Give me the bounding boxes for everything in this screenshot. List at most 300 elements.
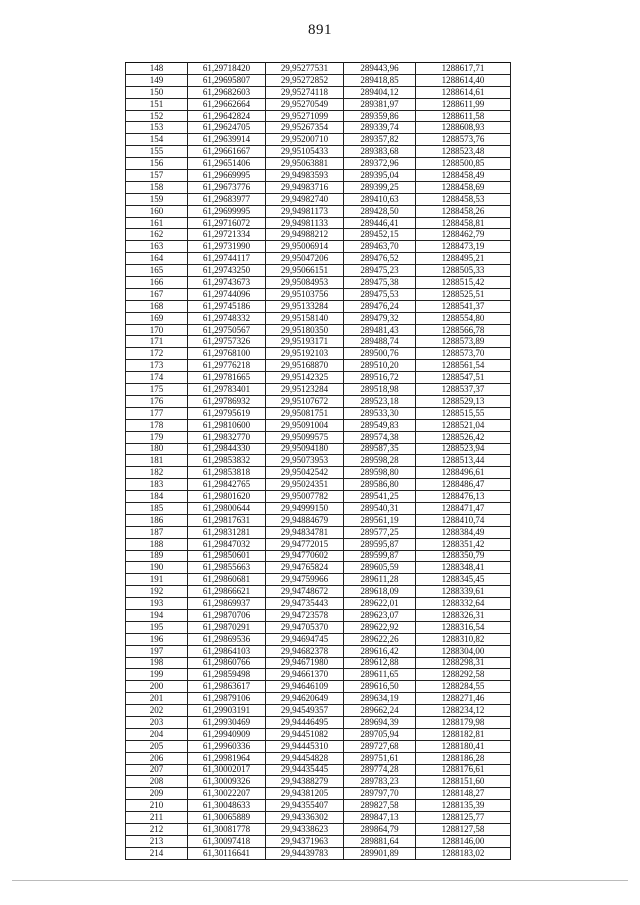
coordinates-table-body (126, 63, 511, 860)
table-row (126, 609, 511, 621)
y-coordinate-cell: 1288561,54 (416, 360, 511, 372)
table-row (126, 538, 511, 550)
latitude-cell: 61,29800644 (188, 502, 266, 514)
longitude-cell: 29,95168870 (266, 360, 344, 372)
table-row (126, 407, 511, 419)
longitude-cell: 29,94759966 (266, 574, 344, 586)
longitude-cell: 29,95107672 (266, 395, 344, 407)
longitude-cell: 29,95192103 (266, 348, 344, 360)
table-row (126, 241, 511, 253)
point-number-cell: 164 (126, 253, 188, 265)
latitude-cell: 61,30048633 (188, 800, 266, 812)
longitude-cell: 29,94988212 (266, 229, 344, 241)
longitude-cell: 29,94336302 (266, 812, 344, 824)
latitude-cell: 61,29863617 (188, 681, 266, 693)
latitude-cell: 61,29864103 (188, 645, 266, 657)
y-coordinate-cell: 1288151,60 (416, 776, 511, 788)
y-coordinate-cell: 1288573,70 (416, 348, 511, 360)
y-coordinate-cell: 1288304,00 (416, 645, 511, 657)
point-number-cell: 203 (126, 716, 188, 728)
point-number-cell: 170 (126, 324, 188, 336)
table-row (126, 812, 511, 824)
y-coordinate-cell: 1288458,81 (416, 217, 511, 229)
latitude-cell: 61,29695807 (188, 74, 266, 86)
longitude-cell: 29,94982740 (266, 193, 344, 205)
point-number-cell: 177 (126, 407, 188, 419)
x-coordinate-cell: 289523,18 (344, 395, 416, 407)
latitude-cell: 61,29810600 (188, 419, 266, 431)
longitude-cell: 29,95193171 (266, 336, 344, 348)
table-row (126, 586, 511, 598)
x-coordinate-cell: 289598,80 (344, 467, 416, 479)
point-number-cell: 162 (126, 229, 188, 241)
y-coordinate-cell: 1288547,51 (416, 372, 511, 384)
point-number-cell: 204 (126, 728, 188, 740)
point-number-cell: 168 (126, 300, 188, 312)
latitude-cell: 61,29801620 (188, 491, 266, 503)
x-coordinate-cell: 289694,39 (344, 716, 416, 728)
y-coordinate-cell: 1288541,37 (416, 300, 511, 312)
table-row (126, 360, 511, 372)
longitude-cell: 29,95105433 (266, 146, 344, 158)
latitude-cell: 61,30022207 (188, 788, 266, 800)
longitude-cell: 29,94705370 (266, 621, 344, 633)
latitude-cell: 61,29642824 (188, 110, 266, 122)
x-coordinate-cell: 289540,31 (344, 502, 416, 514)
latitude-cell: 61,29748332 (188, 312, 266, 324)
y-coordinate-cell: 1288611,99 (416, 98, 511, 110)
table-row (126, 312, 511, 324)
longitude-cell: 29,94661370 (266, 669, 344, 681)
point-number-cell: 185 (126, 502, 188, 514)
x-coordinate-cell: 289783,23 (344, 776, 416, 788)
longitude-cell: 29,94371963 (266, 835, 344, 847)
x-coordinate-cell: 289481,43 (344, 324, 416, 336)
point-number-cell: 189 (126, 550, 188, 562)
longitude-cell: 29,95042542 (266, 467, 344, 479)
y-coordinate-cell: 1288176,61 (416, 764, 511, 776)
x-coordinate-cell: 289418,85 (344, 74, 416, 86)
longitude-cell: 29,94620649 (266, 693, 344, 705)
point-number-cell: 187 (126, 526, 188, 538)
latitude-cell: 61,29699995 (188, 205, 266, 217)
latitude-cell: 61,29869536 (188, 633, 266, 645)
latitude-cell: 61,29673776 (188, 181, 266, 193)
longitude-cell: 29,94682378 (266, 645, 344, 657)
x-coordinate-cell: 289847,13 (344, 812, 416, 824)
y-coordinate-cell: 1288146,00 (416, 835, 511, 847)
latitude-cell: 61,29860681 (188, 574, 266, 586)
x-coordinate-cell: 289410,63 (344, 193, 416, 205)
x-coordinate-cell: 289827,58 (344, 800, 416, 812)
point-number-cell: 180 (126, 443, 188, 455)
table-row (126, 824, 511, 836)
point-number-cell: 175 (126, 384, 188, 396)
table-row (126, 300, 511, 312)
y-coordinate-cell: 1288135,39 (416, 800, 511, 812)
x-coordinate-cell: 289476,24 (344, 300, 416, 312)
x-coordinate-cell: 289611,28 (344, 574, 416, 586)
point-number-cell: 196 (126, 633, 188, 645)
y-coordinate-cell: 1288292,58 (416, 669, 511, 681)
y-coordinate-cell: 1288526,42 (416, 431, 511, 443)
latitude-cell: 61,29870291 (188, 621, 266, 633)
table-row (126, 800, 511, 812)
latitude-cell: 61,29624705 (188, 122, 266, 134)
latitude-cell: 61,29750567 (188, 324, 266, 336)
latitude-cell: 61,29844330 (188, 443, 266, 455)
x-coordinate-cell: 289428,50 (344, 205, 416, 217)
table-row (126, 122, 511, 134)
x-coordinate-cell: 289383,68 (344, 146, 416, 158)
x-coordinate-cell: 289452,15 (344, 229, 416, 241)
y-coordinate-cell: 1288345,45 (416, 574, 511, 586)
latitude-cell: 61,30009326 (188, 776, 266, 788)
y-coordinate-cell: 1288462,79 (416, 229, 511, 241)
table-row (126, 467, 511, 479)
point-number-cell: 210 (126, 800, 188, 812)
y-coordinate-cell: 1288471,47 (416, 502, 511, 514)
x-coordinate-cell: 289518,98 (344, 384, 416, 396)
x-coordinate-cell: 289475,23 (344, 265, 416, 277)
table-row (126, 681, 511, 693)
longitude-cell: 29,95200710 (266, 134, 344, 146)
point-number-cell: 149 (126, 74, 188, 86)
longitude-cell: 29,94338623 (266, 824, 344, 836)
point-number-cell: 172 (126, 348, 188, 360)
latitude-cell: 61,29661667 (188, 146, 266, 158)
longitude-cell: 29,95272852 (266, 74, 344, 86)
longitude-cell: 29,95274118 (266, 86, 344, 98)
y-coordinate-cell: 1288182,81 (416, 728, 511, 740)
table-row (126, 669, 511, 681)
latitude-cell: 61,29903191 (188, 705, 266, 717)
point-number-cell: 167 (126, 288, 188, 300)
point-number-cell: 198 (126, 657, 188, 669)
x-coordinate-cell: 289599,87 (344, 550, 416, 562)
x-coordinate-cell: 289381,97 (344, 98, 416, 110)
latitude-cell: 61,29744096 (188, 288, 266, 300)
latitude-cell: 61,29651406 (188, 158, 266, 170)
longitude-cell: 29,95180350 (266, 324, 344, 336)
longitude-cell: 29,95047206 (266, 253, 344, 265)
x-coordinate-cell: 289500,76 (344, 348, 416, 360)
page-number: 891 (308, 22, 332, 38)
table-row (126, 764, 511, 776)
x-coordinate-cell: 289475,38 (344, 277, 416, 289)
x-coordinate-cell: 289616,50 (344, 681, 416, 693)
table-row (126, 526, 511, 538)
point-number-cell: 208 (126, 776, 188, 788)
x-coordinate-cell: 289463,70 (344, 241, 416, 253)
longitude-cell: 29,95084953 (266, 277, 344, 289)
longitude-cell: 29,94834781 (266, 526, 344, 538)
y-coordinate-cell: 1288608,93 (416, 122, 511, 134)
x-coordinate-cell: 289541,25 (344, 491, 416, 503)
x-coordinate-cell: 289577,25 (344, 526, 416, 538)
latitude-cell: 61,29930469 (188, 716, 266, 728)
coordinates-table (125, 62, 511, 860)
table-row (126, 372, 511, 384)
point-number-cell: 178 (126, 419, 188, 431)
table-row (126, 479, 511, 491)
latitude-cell: 61,29866621 (188, 586, 266, 598)
latitude-cell: 61,30002017 (188, 764, 266, 776)
latitude-cell: 61,29832770 (188, 431, 266, 443)
y-coordinate-cell: 1288496,61 (416, 467, 511, 479)
point-number-cell: 148 (126, 63, 188, 75)
longitude-cell: 29,94445310 (266, 740, 344, 752)
x-coordinate-cell: 289533,30 (344, 407, 416, 419)
y-coordinate-cell: 1288573,76 (416, 134, 511, 146)
y-coordinate-cell: 1288473,19 (416, 241, 511, 253)
latitude-cell: 61,29853832 (188, 455, 266, 467)
y-coordinate-cell: 1288611,58 (416, 110, 511, 122)
y-coordinate-cell: 1288316,54 (416, 621, 511, 633)
table-row (126, 633, 511, 645)
longitude-cell: 29,95277531 (266, 63, 344, 75)
point-number-cell: 159 (126, 193, 188, 205)
point-number-cell: 152 (126, 110, 188, 122)
longitude-cell: 29,95007782 (266, 491, 344, 503)
table-row (126, 502, 511, 514)
latitude-cell: 61,29639914 (188, 134, 266, 146)
longitude-cell: 29,95271099 (266, 110, 344, 122)
table-row (126, 98, 511, 110)
latitude-cell: 61,29847032 (188, 538, 266, 550)
x-coordinate-cell: 289443,96 (344, 63, 416, 75)
longitude-cell: 29,94772015 (266, 538, 344, 550)
latitude-cell: 61,29731990 (188, 241, 266, 253)
latitude-cell: 61,29850601 (188, 550, 266, 562)
table-row (126, 229, 511, 241)
longitude-cell: 29,95081751 (266, 407, 344, 419)
y-coordinate-cell: 1288529,13 (416, 395, 511, 407)
x-coordinate-cell: 289488,74 (344, 336, 416, 348)
latitude-cell: 61,29860766 (188, 657, 266, 669)
point-number-cell: 173 (126, 360, 188, 372)
table-row (126, 752, 511, 764)
y-coordinate-cell: 1288554,80 (416, 312, 511, 324)
y-coordinate-cell: 1288186,28 (416, 752, 511, 764)
y-coordinate-cell: 1288332,64 (416, 598, 511, 610)
x-coordinate-cell: 289605,59 (344, 562, 416, 574)
x-coordinate-cell: 289618,09 (344, 586, 416, 598)
point-number-cell: 179 (126, 431, 188, 443)
x-coordinate-cell: 289339,74 (344, 122, 416, 134)
longitude-cell: 29,95270549 (266, 98, 344, 110)
table-row (126, 598, 511, 610)
longitude-cell: 29,94983593 (266, 170, 344, 182)
point-number-cell: 151 (126, 98, 188, 110)
point-number-cell: 171 (126, 336, 188, 348)
longitude-cell: 29,95267354 (266, 122, 344, 134)
table-row (126, 217, 511, 229)
longitude-cell: 29,94748672 (266, 586, 344, 598)
longitude-cell: 29,94694745 (266, 633, 344, 645)
y-coordinate-cell: 1288410,74 (416, 514, 511, 526)
x-coordinate-cell: 289561,19 (344, 514, 416, 526)
table-row (126, 443, 511, 455)
point-number-cell: 192 (126, 586, 188, 598)
y-coordinate-cell: 1288495,21 (416, 253, 511, 265)
point-number-cell: 209 (126, 788, 188, 800)
point-number-cell: 205 (126, 740, 188, 752)
point-number-cell: 195 (126, 621, 188, 633)
longitude-cell: 29,95099575 (266, 431, 344, 443)
y-coordinate-cell: 1288339,61 (416, 586, 511, 598)
latitude-cell: 61,29869937 (188, 598, 266, 610)
x-coordinate-cell: 289404,12 (344, 86, 416, 98)
y-coordinate-cell: 1288513,44 (416, 455, 511, 467)
table-row (126, 181, 511, 193)
longitude-cell: 29,94884679 (266, 514, 344, 526)
longitude-cell: 29,95123284 (266, 384, 344, 396)
point-number-cell: 193 (126, 598, 188, 610)
point-number-cell: 155 (126, 146, 188, 158)
point-number-cell: 213 (126, 835, 188, 847)
table-row (126, 491, 511, 503)
table-row (126, 835, 511, 847)
longitude-cell: 29,95094180 (266, 443, 344, 455)
longitude-cell: 29,95063881 (266, 158, 344, 170)
latitude-cell: 61,29682603 (188, 86, 266, 98)
point-number-cell: 201 (126, 693, 188, 705)
longitude-cell: 29,95073953 (266, 455, 344, 467)
latitude-cell: 61,29781665 (188, 372, 266, 384)
point-number-cell: 184 (126, 491, 188, 503)
latitude-cell: 61,30065889 (188, 812, 266, 824)
x-coordinate-cell: 289751,61 (344, 752, 416, 764)
latitude-cell: 61,29745186 (188, 300, 266, 312)
table-row (126, 514, 511, 526)
x-coordinate-cell: 289510,20 (344, 360, 416, 372)
y-coordinate-cell: 1288326,31 (416, 609, 511, 621)
table-row (126, 193, 511, 205)
point-number-cell: 176 (126, 395, 188, 407)
y-coordinate-cell: 1288127,58 (416, 824, 511, 836)
latitude-cell: 61,29721334 (188, 229, 266, 241)
x-coordinate-cell: 289616,42 (344, 645, 416, 657)
y-coordinate-cell: 1288525,51 (416, 288, 511, 300)
table-row (126, 63, 511, 75)
x-coordinate-cell: 289623,07 (344, 609, 416, 621)
y-coordinate-cell: 1288148,27 (416, 788, 511, 800)
point-number-cell: 165 (126, 265, 188, 277)
x-coordinate-cell: 289634,19 (344, 693, 416, 705)
y-coordinate-cell: 1288183,02 (416, 847, 511, 859)
longitude-cell: 29,94723578 (266, 609, 344, 621)
y-coordinate-cell: 1288180,41 (416, 740, 511, 752)
point-number-cell: 158 (126, 181, 188, 193)
y-coordinate-cell: 1288573,89 (416, 336, 511, 348)
y-coordinate-cell: 1288566,78 (416, 324, 511, 336)
longitude-cell: 29,94770602 (266, 550, 344, 562)
point-number-cell: 191 (126, 574, 188, 586)
y-coordinate-cell: 1288458,53 (416, 193, 511, 205)
y-coordinate-cell: 1288348,41 (416, 562, 511, 574)
x-coordinate-cell: 289595,87 (344, 538, 416, 550)
x-coordinate-cell: 289372,96 (344, 158, 416, 170)
point-number-cell: 150 (126, 86, 188, 98)
point-number-cell: 207 (126, 764, 188, 776)
table-row (126, 621, 511, 633)
latitude-cell: 61,29757326 (188, 336, 266, 348)
longitude-cell: 29,94454828 (266, 752, 344, 764)
latitude-cell: 61,29859498 (188, 669, 266, 681)
point-number-cell: 154 (126, 134, 188, 146)
latitude-cell: 61,29669995 (188, 170, 266, 182)
x-coordinate-cell: 289475,53 (344, 288, 416, 300)
x-coordinate-cell: 289479,32 (344, 312, 416, 324)
latitude-cell: 61,29940909 (188, 728, 266, 740)
y-coordinate-cell: 1288458,26 (416, 205, 511, 217)
x-coordinate-cell: 289622,26 (344, 633, 416, 645)
longitude-cell: 29,94765824 (266, 562, 344, 574)
point-number-cell: 190 (126, 562, 188, 574)
bottom-rule (12, 880, 628, 881)
table-row (126, 324, 511, 336)
y-coordinate-cell: 1288523,94 (416, 443, 511, 455)
y-coordinate-cell: 1288486,47 (416, 479, 511, 491)
table-row (126, 776, 511, 788)
y-coordinate-cell: 1288125,77 (416, 812, 511, 824)
latitude-cell: 61,29716072 (188, 217, 266, 229)
latitude-cell: 61,29783401 (188, 384, 266, 396)
y-coordinate-cell: 1288505,33 (416, 265, 511, 277)
table-row (126, 395, 511, 407)
y-coordinate-cell: 1288617,71 (416, 63, 511, 75)
longitude-cell: 29,94646109 (266, 681, 344, 693)
x-coordinate-cell: 289881,64 (344, 835, 416, 847)
y-coordinate-cell: 1288298,31 (416, 657, 511, 669)
point-number-cell: 156 (126, 158, 188, 170)
table-row (126, 384, 511, 396)
point-number-cell: 206 (126, 752, 188, 764)
latitude-cell: 61,29855663 (188, 562, 266, 574)
table-row (126, 550, 511, 562)
longitude-cell: 29,94549357 (266, 705, 344, 717)
table-row (126, 170, 511, 182)
y-coordinate-cell: 1288537,37 (416, 384, 511, 396)
longitude-cell: 29,95133284 (266, 300, 344, 312)
table-row (126, 74, 511, 86)
x-coordinate-cell: 289587,35 (344, 443, 416, 455)
longitude-cell: 29,95006914 (266, 241, 344, 253)
longitude-cell: 29,95066151 (266, 265, 344, 277)
longitude-cell: 29,94981133 (266, 217, 344, 229)
latitude-cell: 61,29718420 (188, 63, 266, 75)
latitude-cell: 61,29817631 (188, 514, 266, 526)
table-row (126, 431, 511, 443)
point-number-cell: 188 (126, 538, 188, 550)
point-number-cell: 169 (126, 312, 188, 324)
table-row (126, 740, 511, 752)
longitude-cell: 29,94435445 (266, 764, 344, 776)
latitude-cell: 61,29879106 (188, 693, 266, 705)
y-coordinate-cell: 1288234,12 (416, 705, 511, 717)
latitude-cell: 61,29768100 (188, 348, 266, 360)
table-row (126, 265, 511, 277)
table-row (126, 847, 511, 859)
x-coordinate-cell: 289357,82 (344, 134, 416, 146)
x-coordinate-cell: 289598,28 (344, 455, 416, 467)
x-coordinate-cell: 289727,68 (344, 740, 416, 752)
table-row (126, 277, 511, 289)
point-number-cell: 153 (126, 122, 188, 134)
longitude-cell: 29,94999150 (266, 502, 344, 514)
x-coordinate-cell: 289662,24 (344, 705, 416, 717)
